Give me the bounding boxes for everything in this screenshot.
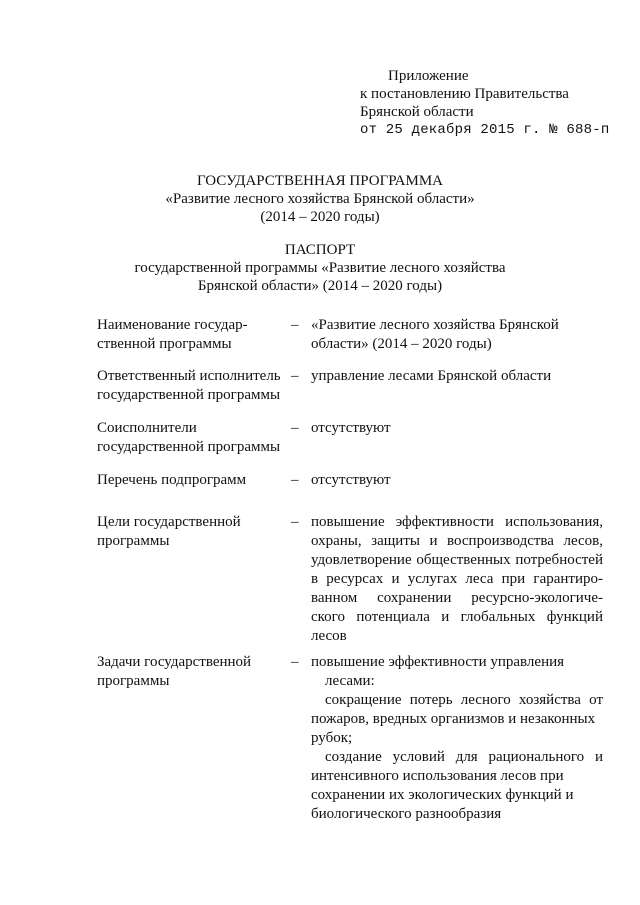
row-value-tasks [311,653,603,824]
value-line: биологического разнообразия [311,806,502,822]
label-line: Наименование государ- [97,317,248,333]
label-line: Ответственный исполнитель [97,368,281,384]
label-line: Цели государственной [97,514,241,530]
value-line: сокращение потерь лесного хозяйства от [325,692,603,708]
label-line: Перечень подпрограмм [97,472,247,488]
value-line: повышение эффективности управления [311,654,565,670]
row-dash: – [291,368,299,384]
appendix-region: Брянской области [360,104,474,120]
label-line: государственной программы [97,439,281,455]
row-dash: – [291,472,299,488]
value-line: отсутствуют [311,420,391,436]
passport-title: ПАСПОРТ [284,242,356,258]
value-line: ванном сохранении ресурсно-экологиче- [311,590,603,606]
label-line: программы [97,533,170,549]
appendix-title: Приложение [388,68,469,84]
row-label-tasks [97,653,287,691]
value-line: повышение эффективности использования, [311,514,603,530]
row-value-name [311,316,603,354]
label-line: Соисполнители [97,420,197,436]
program-title: ГОСУДАРСТВЕННАЯ ПРОГРАММА [196,173,444,189]
value-line: области» (2014 – 2020 годы) [311,336,492,352]
row-dash: – [291,317,299,333]
row-dash: – [291,654,299,670]
value-line: удовлетворение общественных потребностей [311,552,603,568]
value-line: интенсивного использования лесов при [311,768,564,784]
row-value-goals [311,513,603,646]
value-line: сохранении их экологических функций и [311,787,574,803]
row-label-executor [97,367,287,405]
value-line: рубок; [311,730,353,746]
value-line: пожаров, вредных организмов и незаконных [311,711,596,727]
program-name: «Развитие лесного хозяйства Брянской области» [165,191,475,207]
value-line: «Развитие лесного хозяйства Брянской [311,317,559,333]
value-line: ского потенциала и глобальных функций [311,609,603,625]
row-label-coexecutors [97,419,287,457]
row-label-goals [97,513,287,551]
appendix-date-number: от 25 декабря 2015 г. № 688-п [360,122,610,138]
passport-subtitle: государственной программы «Развитие лесного хозяйства [134,260,506,276]
value-line: создание условий для рационального и [325,749,603,765]
value-line: охраны, защиты и воспроизводства лесов, [311,533,603,549]
label-line: государственной программы [97,387,281,403]
row-dash: – [291,514,299,530]
row-value-subprograms [311,471,603,490]
program-years: (2014 – 2020 годы) [260,209,380,225]
row-dash: – [291,420,299,436]
appendix-decree: к постановлению Правительства [360,86,569,102]
label-line: программы [97,673,170,689]
value-line: в ресурсах и услугах леса при гарантиро- [311,571,603,587]
value-line: управление лесами Брянской области [311,368,552,384]
label-line: ственной программы [97,336,232,352]
row-label-subprograms [97,471,287,490]
passport-subtitle-2: Брянской области» (2014 – 2020 годы) [197,278,443,294]
row-label-name [97,316,287,354]
label-line: Задачи государственной [97,654,252,670]
value-line: отсутствуют [311,472,391,488]
row-value-coexecutors [311,419,603,438]
value-line: лесов [311,628,347,644]
value-line: лесами: [325,673,375,689]
row-value-executor [311,367,603,386]
